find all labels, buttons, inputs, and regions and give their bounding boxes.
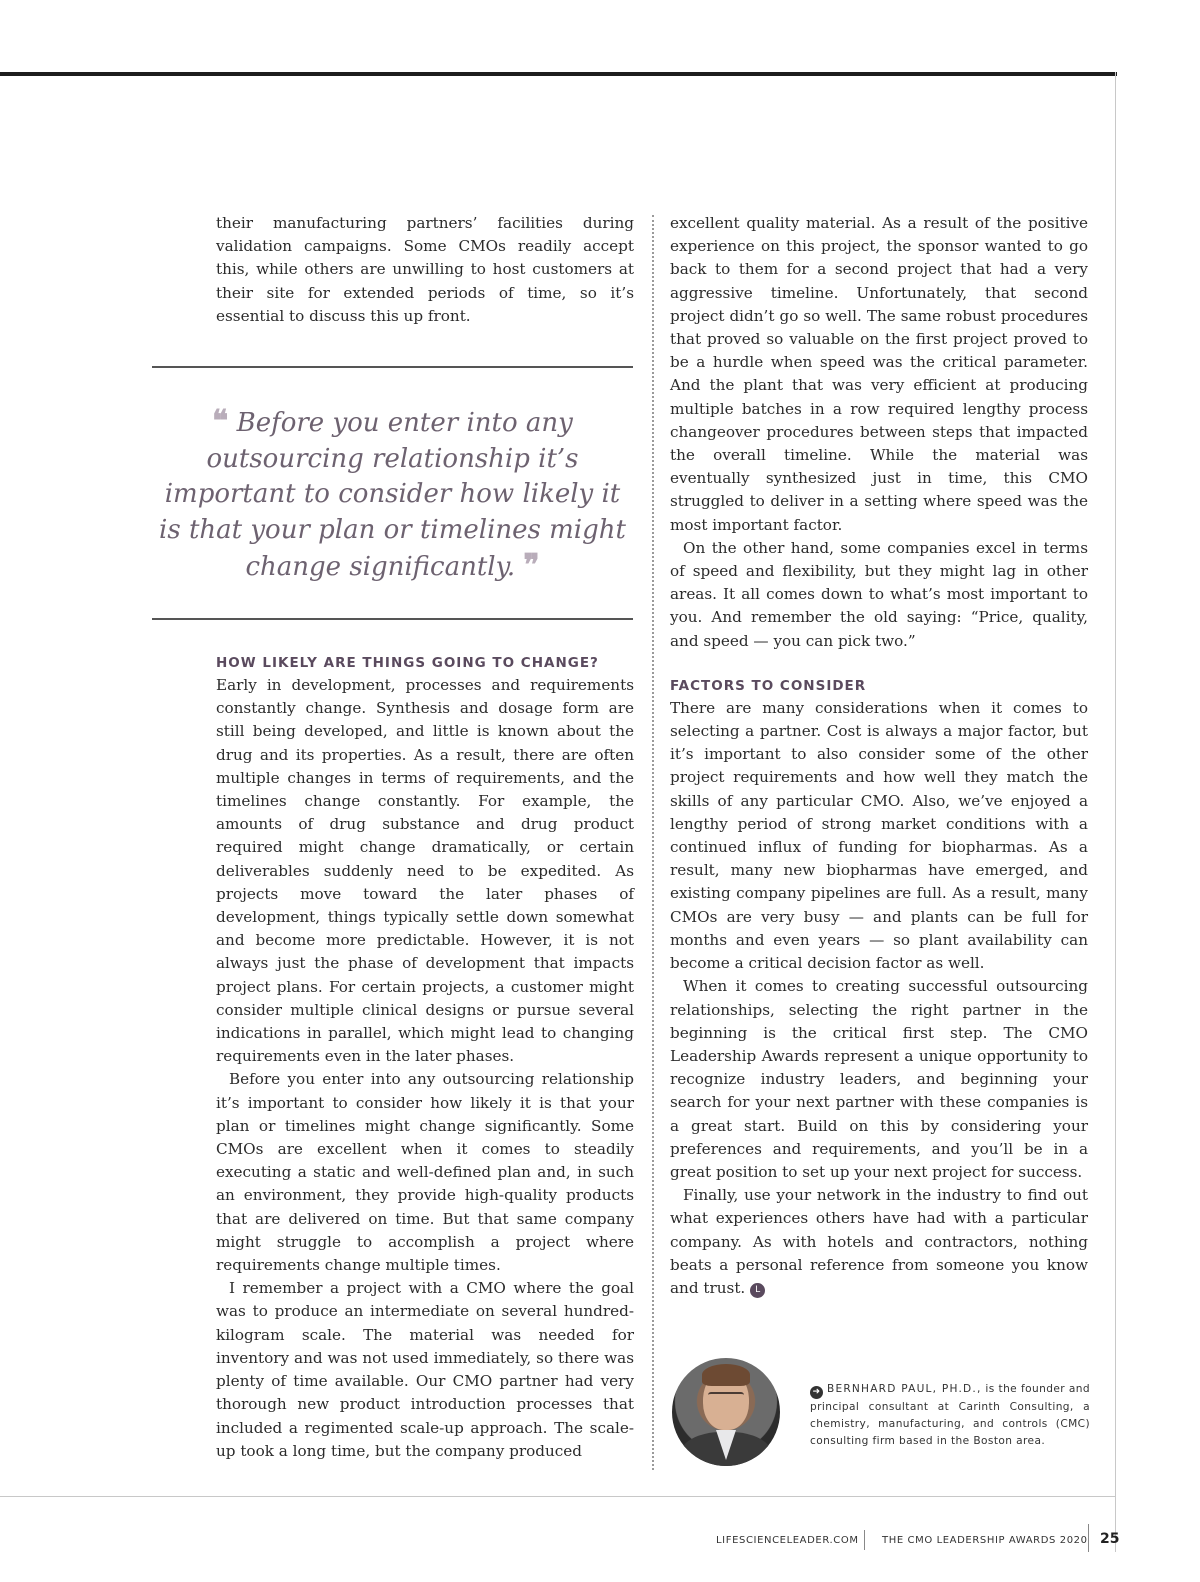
paragraph: their manufacturing partners’ facilities during validation campaigns. Some CMOs readily accept this, while others are unwilling to host customers at their site for extended periods of time, so it’s essential to discuss this up front. bbox=[216, 214, 634, 325]
paragraph: Early in development, processes and requirements constantly change. Synthesis and dosage form are still being developed, and little is known about the drug and its properties. As a result, there are often multiple changes in terms of requirements, and the timelines change constantly. For example, the amounts of drug substance and drug product required might change dramatically, or certain deliverables suddenly need to be expedited. As projects move toward the later phases of development, things typically settle down somewhat and become more predictable. However, it is not always just the phase of development that impacts project plans. For certain projects, a customer might consider multiple clinical designs or pursue several indications in parallel, which might lead to changing requirements even in the later phases. bbox=[216, 676, 634, 1066]
paragraph: There are many considerations when it comes to selecting a partner. Cost is always a major factor, but it’s important to also consider some of the other project requirements and how well they match the skills of any particular CMO. Also, we’ve enjoyed a lengthy period of strong market conditions with a continued influx of funding for biopharmas. As a result, many new biopharmas have emerged, and existing company pipelines are full. As a result, many CMOs are very busy — and plants can be full for months and even years — so plant availability can become a critical decision factor as well. bbox=[670, 698, 1088, 973]
pull-quote-text: Before you enter into any outsourcing relationship it’s important to consider how likely it is that your plan or timelines might change significantly. bbox=[159, 408, 626, 582]
paragraph: excellent quality material. As a result of the positive experience on this project, the sponsor wanted to go back to them for a second project that had a very aggressive timeline. Unfortunately, that second project didn’t go so well. The same robust procedures that proved so valuable on the first project proved to be a hurdle when speed was the critical parameter. And the plant that was very efficient at producing multiple batches in a row required lengthy process changeover procedures between steps that impacted the overall timeline. While the material was eventually synthesized just in time, this CMO struggled to deliver in a setting where speed was the most important factor. bbox=[670, 214, 1088, 534]
paragraph: When it comes to creating successful outsourcing relationships, selecting the right partner in the beginning is the critical first step. The CMO Leadership Awards represent a unique opportunity to recognize industry leaders, and beginning your search for your next partner with these companies is a great start. Build on this by considering your preferences and requirements, and you’ll be in a great position to set up your next project for success. bbox=[670, 977, 1088, 1181]
author-bio-text: is the founder and principal consultant at Carinth Consulting, a chemistry, manufacturing, and controls (CMC) consulting firm based in the Boston area. bbox=[810, 1383, 1090, 1447]
page-number: 25 bbox=[1100, 1531, 1120, 1547]
pull-quote-bottom-rule bbox=[152, 618, 633, 620]
paragraph bbox=[670, 1184, 1088, 1300]
paragraph: On the other hand, some companies excel in terms of speed and flexibility, but they might lag in other areas. It all comes down to what’s most important to you. And remember the old saying: “Price, quality, and speed — you can pick two.” bbox=[670, 538, 1088, 650]
bottom-rule bbox=[0, 1496, 1116, 1497]
close-quote-icon: ❞ bbox=[523, 548, 540, 583]
pull-quote bbox=[152, 404, 633, 586]
author-bio bbox=[810, 1381, 1090, 1450]
pull-quote-top-rule bbox=[152, 366, 633, 368]
footer-separator bbox=[864, 1530, 865, 1550]
footer-publication-title: THE CMO LEADERSHIP AWARDS 2020 bbox=[882, 1535, 1088, 1546]
section-heading: HOW LIKELY ARE THINGS GOING TO CHANGE? bbox=[216, 655, 599, 671]
left-column-bottom bbox=[216, 652, 634, 1463]
end-mark-icon: L bbox=[750, 1283, 765, 1298]
section-heading: FACTORS TO CONSIDER bbox=[670, 677, 867, 694]
arrow-right-icon: ➜ bbox=[810, 1386, 823, 1399]
author-name: BERNHARD PAUL, PH.D., bbox=[827, 1383, 982, 1395]
page-edge-rule bbox=[1115, 72, 1116, 1552]
column-divider bbox=[652, 215, 654, 1470]
footer-site: LIFESCIENCELEADER.COM bbox=[716, 1535, 859, 1546]
author-photo bbox=[672, 1358, 780, 1466]
top-rule bbox=[0, 72, 1117, 76]
footer-separator bbox=[1088, 1524, 1089, 1552]
left-column-top bbox=[216, 212, 634, 328]
paragraph-text: Finally, use your network in the industry to find out what experiences others have had with a particular company. As with hotels and contractors, nothing beats a personal reference from someone you know and trust. bbox=[670, 1186, 1088, 1297]
paragraph: Before you enter into any outsourcing relationship it’s important to consider how likely it is that your plan or timelines might change significantly. Some CMOs are excellent when it comes to steadily executing a static and well-defined plan and, in such an environment, they provide high-quality products that are delivered on time. But that same company might struggle to accomplish a project where requirements change multiple times. bbox=[216, 1070, 634, 1275]
open-quote-icon: ❝ bbox=[212, 404, 229, 439]
right-column bbox=[670, 212, 1088, 1300]
spacer bbox=[670, 653, 1088, 675]
paragraph: I remember a project with a CMO where the goal was to produce an intermediate on several hundred-kilogram scale. The material was needed for inventory and was not used immediately, so there was plenty of time available. Our CMO partner had very thorough new product introduction processes that included a regimented scale-up approach. The scale-up took a long time, but the company produced bbox=[216, 1279, 634, 1460]
